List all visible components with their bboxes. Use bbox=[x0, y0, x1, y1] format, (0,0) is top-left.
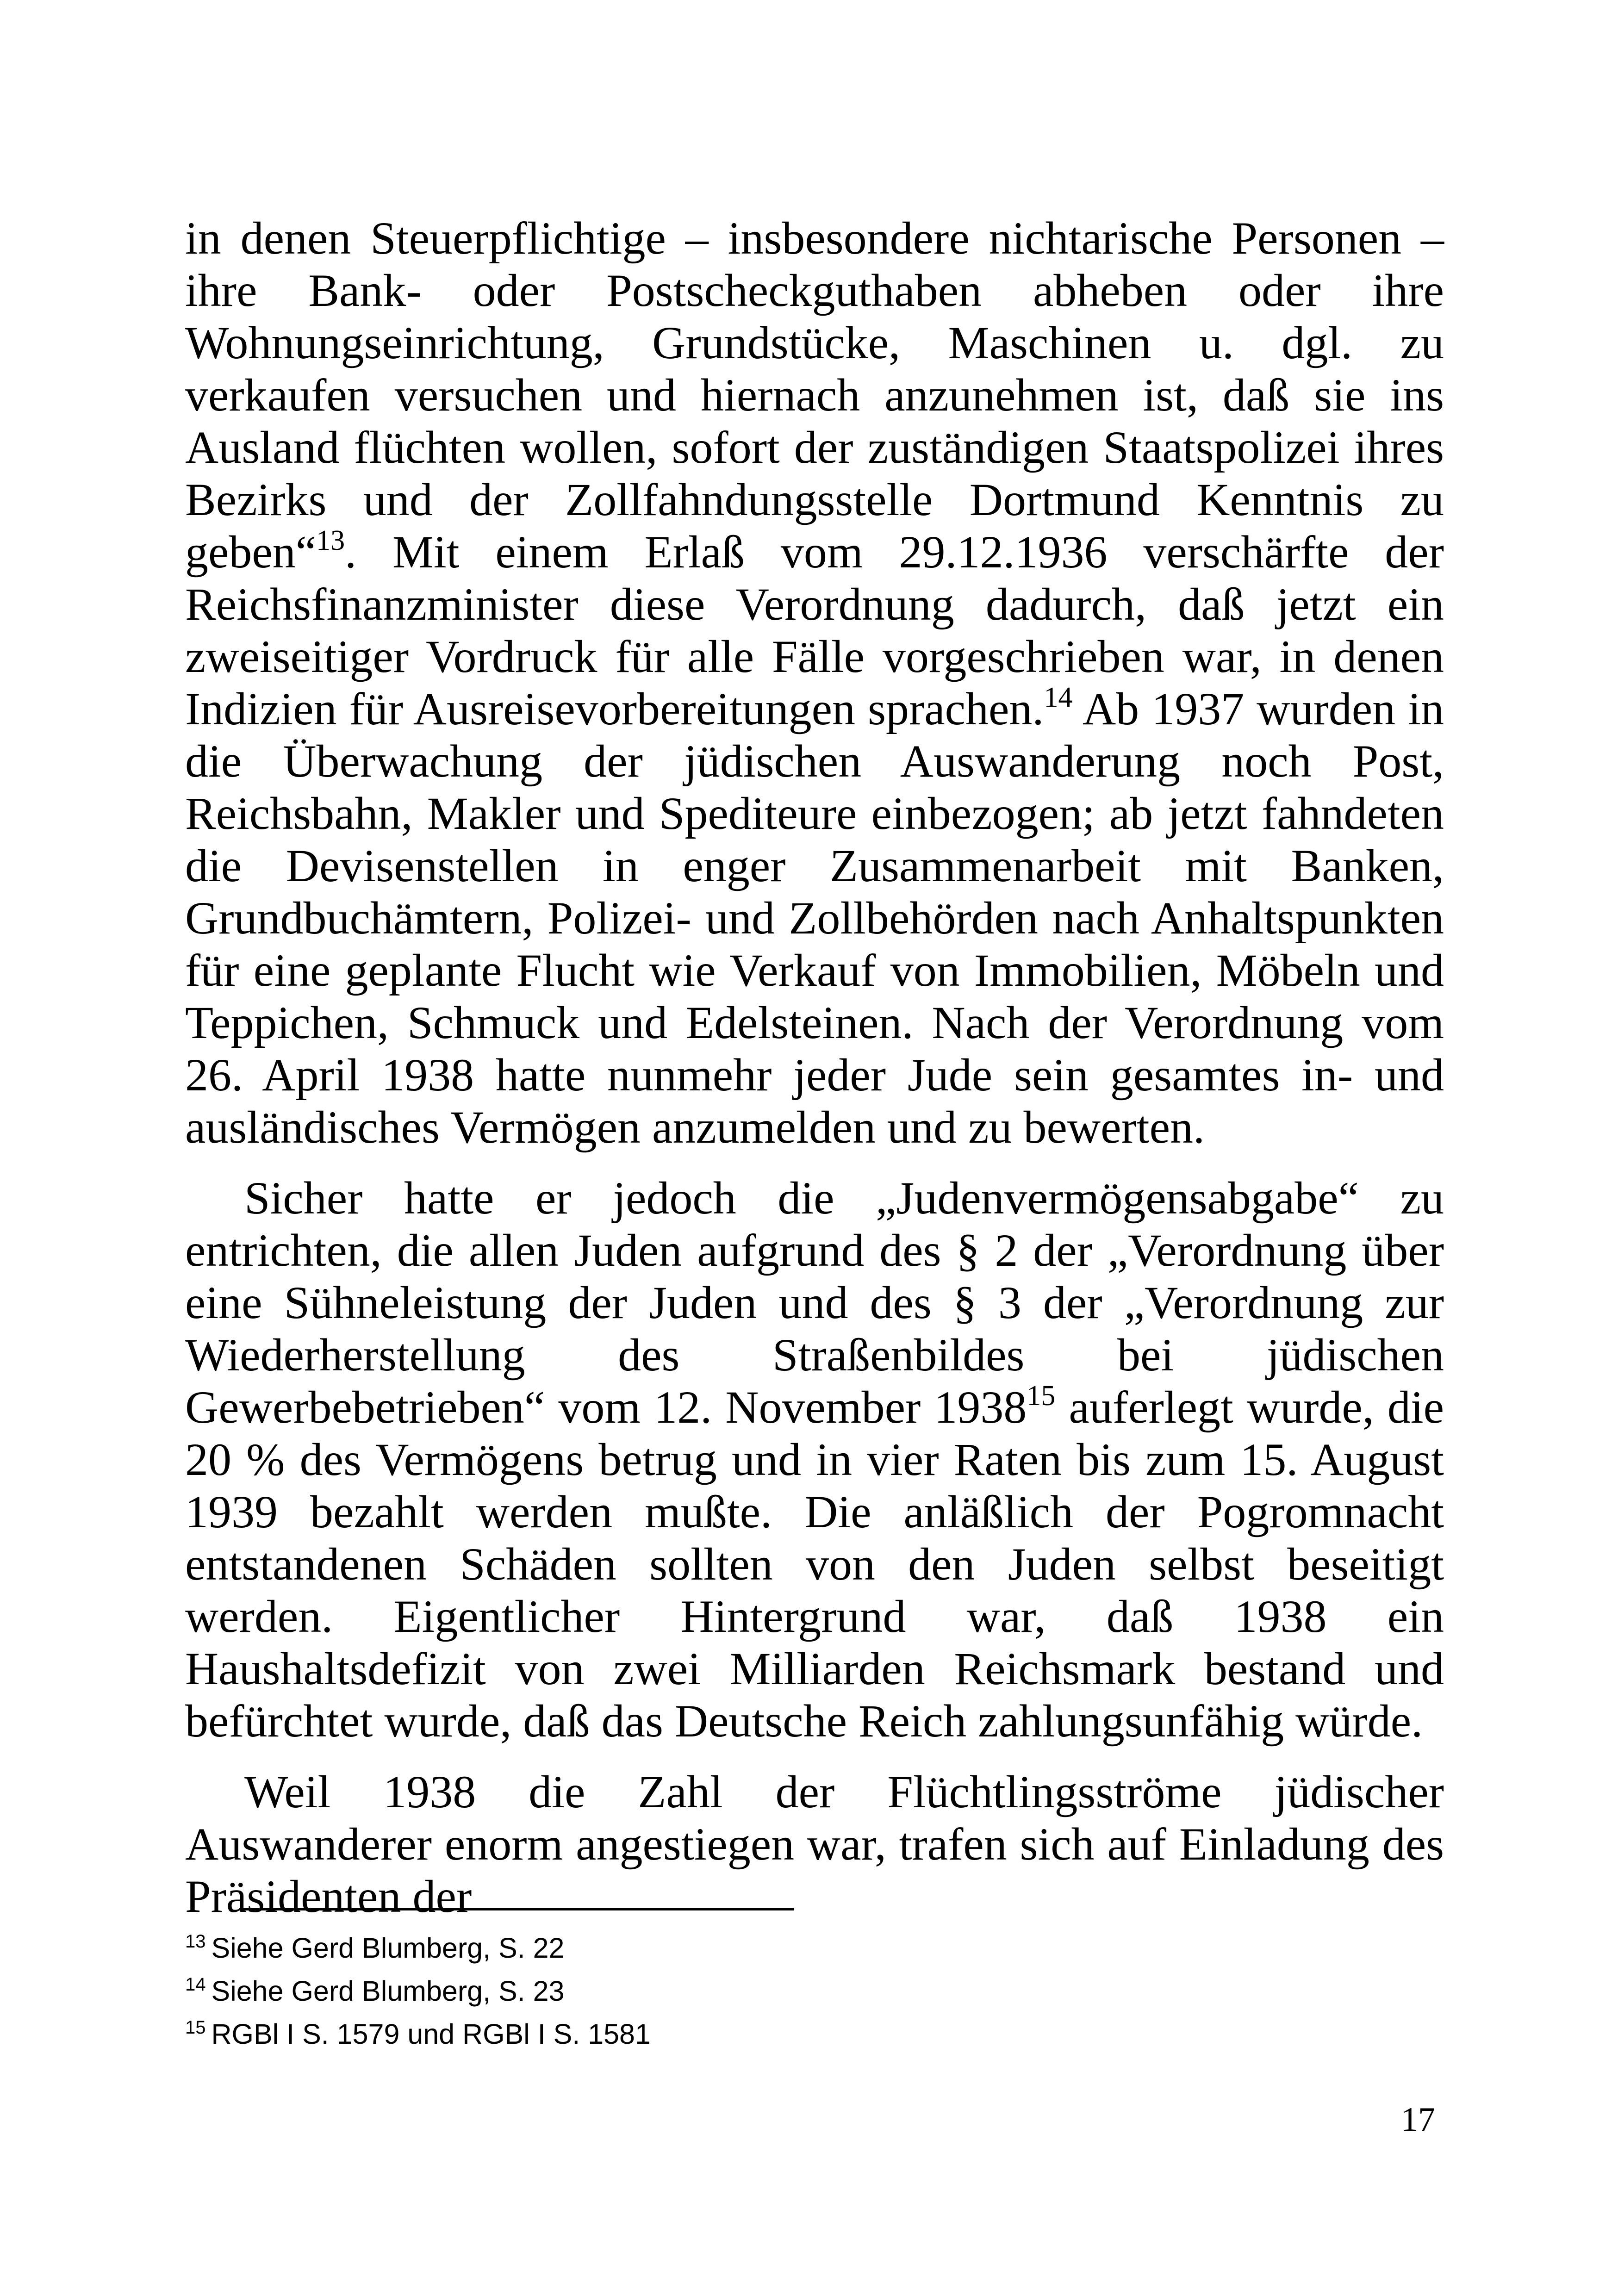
body-text bbox=[185, 212, 1444, 1923]
footnote-text: Siehe Gerd Blumberg, S. 22 bbox=[211, 1932, 565, 1964]
paragraph-3 bbox=[185, 1766, 1444, 1923]
footnote-number: 13 bbox=[185, 1931, 206, 1952]
paragraph-text: Ab 1937 wurden in die Überwachung der jüdischen Auswanderung noch Post, Reichsbahn, Makler und Spediteure einbezogen; ab jetzt fahndeten die Devisenstellen in enger Zusammenarbeit mit Banken, Grundbuchämtern, Polizei- und Zollbehörden nach Anhaltspunkten für eine geplante Flucht wie Verkauf von Immobilien, Möbeln und Teppichen, Schmuck und Edelsteinen. Nach der Verordnung vom 26. April 1938 hatte nunmehr jeder Jude sein gesamtes in- und ausländisches Vermögen anzumelden und zu bewerten. bbox=[185, 683, 1444, 1153]
footnote-number: 14 bbox=[185, 1974, 206, 1995]
footnote bbox=[185, 1970, 1435, 2013]
footnote-reference: 15 bbox=[1027, 1380, 1056, 1412]
footnotes bbox=[185, 1927, 1435, 2056]
footnote-separator bbox=[239, 1908, 794, 1910]
paragraph-1 bbox=[185, 212, 1444, 1153]
paragraph-2 bbox=[185, 1172, 1444, 1747]
footnote bbox=[185, 1927, 1435, 1970]
footnote-number: 15 bbox=[185, 2017, 206, 2038]
footnote-text: Siehe Gerd Blumberg, S. 23 bbox=[211, 1975, 565, 2007]
paragraph-text: auferlegt wurde, die 20 % des Vermögens betrug und in vier Raten bis zum 15. August 1939 bezahlt werden mußte. Die anläßlich der Pogromnacht entstandenen Schäden sollten von den Juden selbst beseitigt werden. Eigentlicher Hintergrund war, daß 1938 ein Haushaltsdefizit von zwei Milliarden Reichsmark bestand und befürchtet wurde, daß das Deutsche Reich zahlungsunfähig würde. bbox=[185, 1381, 1444, 1747]
paragraph-text: in denen Steuerpflichtige – insbesondere nichtarische Personen – ihre Bank- oder Postscheckguthaben abheben oder ihre Wohnungseinrichtung, Grundstücke, Maschinen u. dgl. zu verkaufen versuchen und hiernach anzunehmen ist, daß sie ins Ausland flüchten wollen, sofort der zuständigen Staatspolizei ihres Bezirks und der Zollfahndungsstelle Dortmund Kenntnis zu geben“ bbox=[185, 212, 1444, 578]
footnote bbox=[185, 2013, 1435, 2056]
footnote-reference: 13 bbox=[316, 525, 345, 556]
paragraph-text: . Mit einem Erlaß vom 29.12.1936 verschärfte der Reichsfinanzminister diese Verordnung dadurch, daß jetzt ein zweiseitiger Vordruck für alle Fälle vorgeschrieben war, in denen Indizien für Ausreisevorbereitungen sprachen. bbox=[185, 526, 1444, 734]
footnote-reference: 14 bbox=[1044, 682, 1073, 713]
paragraph-text: Weil 1938 die Zahl der Flüchtlingsströme jüdischer Auswanderer enorm angestiegen war, trafen sich auf Einladung des Präsidenten der bbox=[185, 1766, 1444, 1922]
paragraph-text: Sicher hatte er jedoch die „Judenvermögensabgabe“ zu entrichten, die allen Juden aufgrund des § 2 der „Verordnung über eine Sühneleistung der Juden und des § 3 der „Verordnung zur Wiederherstellung des Straßenbildes bei jüdischen Gewerbebetrieben“ vom 12. November 1938 bbox=[185, 1172, 1444, 1433]
footnote-text: RGBl I S. 1579 und RGBl I S. 1581 bbox=[211, 2018, 651, 2050]
page-number: 17 bbox=[1401, 2101, 1435, 2139]
